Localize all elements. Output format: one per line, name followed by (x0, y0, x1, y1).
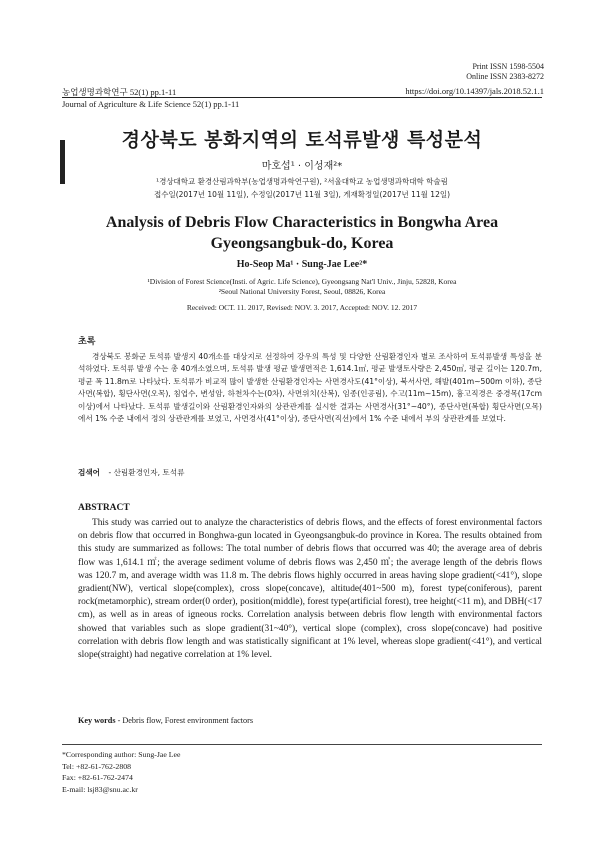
telephone: Tel: +82-61-762-2808 (62, 761, 132, 771)
affiliation-korean: ¹경상대학교 환경산림과학부(농업생명과학연구원), ²서울대학교 농업생명과학대학 학술림 (156, 177, 448, 186)
dates-korean: 접수일(2017년 10월 11일), 수정일(2017년 11월 3일), 게재확정일(2017년 11월 12일) (153, 190, 451, 199)
keywords-en (78, 716, 253, 725)
journal-en-header: Journal of Agriculture & Life Science 52(1) pp.1-11 (62, 99, 240, 109)
footnote-rule (62, 744, 542, 745)
header-rule (62, 97, 542, 98)
keywords-ko-label: 검색어 (78, 468, 101, 477)
affiliation-english-1: ¹Division of Forest Science(Insti. of Agric. Life Science), Gyeongsang Nat'l Univ., Jinju, 52828, Korea (147, 277, 457, 286)
footnote (62, 749, 180, 795)
online-issn: Online ISSN 2383-8272 (466, 72, 544, 81)
title-english-line-2: Gyeongsangbuk-do, Korea (210, 235, 394, 252)
journal-ko-header: 농업생명과학연구 52(1) pp.1-11 (62, 87, 177, 97)
keywords-ko (78, 467, 184, 478)
fax: Fax: +82-61-762-2474 (62, 773, 133, 782)
keywords-en-text: - Debris flow, Forest environment factors (117, 716, 254, 725)
print-issn: Print ISSN 1598-5504 (472, 62, 544, 71)
title-korean: 경상북도 봉화지역의 토석류발생 특성분석 (121, 129, 483, 151)
keywords-en-label: Key words (78, 716, 116, 725)
authors-english: Ho-Seop Ma¹ · Sung-Jae Lee²* (236, 259, 368, 270)
title-english-line-1: Analysis of Debris Flow Characteristics in Bongwha Area (105, 214, 499, 231)
affiliation-english-2: ²Seoul National University Forest, Seoul, 08826, Korea (218, 287, 386, 296)
doi-link[interactable]: https://doi.org/10.14397/jals.2018.52.1.1 (405, 86, 544, 96)
authors-korean: 마호섭¹ · 이성재²* (261, 161, 343, 172)
abstract-en-body (78, 517, 542, 662)
abstract-en-text: This study was carried out to analyze the characteristics of debris flows, and the effects of forest environmental factors on debris flow that occurred in Bonghwa-gun located in Gyeongsangbuk-do province in Korea. The results obtained from this study are summarized as follows: The total number of debris flows that occurred was 40; the average area of debris flow was 1,614.1 ㎡; the average sediment volume of debris flows was 2,450 ㎥; the average length of the debris flows was 120.7 m, and average width was 11.8 m. The debris flows highly occurred in areas having slope gradient(<41°), slope gradient(NW), vertical slope(complex), cross slope(concave), altitude(401~500 m), forest type(coniferous), parent rock(metamorphic), stream order(0 order), position(middle), forest type(artificial forest), tree height(<11 m), and DBH(<17 cm), as well as in areas of igneous rocks. Correlation analysis between debris flow length with environmental factors showed that variables such as slope gradient(31~40°), vertical slope (complex), cross slope(concave) had positive correlation with debris flow length and was statistically significant at 1% level, whereas slope gradient(<41°), and vertical slope(straight) had negative correlation at 1% level. (78, 518, 542, 661)
title-english (62, 212, 542, 254)
abstract-ko-text: 경상북도 봉화군 토석류 발생지 40개소를 대상지로 선정하여 강우의 특성 및 다양한 산림환경인자 별로 조사하여 토석류발생 특성을 분석하였다. 토석류 발생 수는 총 40개소였으며, 토석류 발생 평균 발생면적은 1,614.1㎡, 평균 발생토사량은 2,450㎥, 평균 길이는 120.7m, 평균 폭 11.8m로 나타났다. 토석류가 비교적 많이 발생한 산림환경인자는 사면경사도(41°이상), 북서사면, 해발(401m~500m 이하), 종단사면(복합), 횡단사면(오목), 침엽수, 변성암, 하천차수는(0차), 사면위치(산복), 임종(인공림), 수고(11m~15m), 흉고직경은 중경목(17cm 이상)에서 나타났다. 토석류 발생길이와 산림환경인자와의 상관관계를 실시한 결과는 사면경사(31°~40°), 종단사면(복합) 횡단사면(오목) 에서 1% 수준 내에서 정의 상관관계를 보였고, 사면경사(41°이상), 종단사면(직선)에서 1% 수준 내에서 부의 상관관계를 보였다. (78, 352, 542, 424)
corresponding-author: *Corresponding author: Sung-Jae Lee (62, 750, 181, 759)
issn-block (466, 62, 544, 82)
keywords-ko-text: - 산림환경인자, 토석류 (108, 468, 185, 477)
email[interactable]: E-mail: lsj83@snu.ac.kr (62, 784, 138, 794)
abstract-en-heading: ABSTRACT (78, 503, 130, 513)
received-dates: Received: OCT. 11. 2017, Revised: NOV. 3. 2017, Accepted: NOV. 12. 2017 (186, 303, 418, 312)
abstract-ko-heading: 초록 (78, 337, 96, 347)
abstract-ko-body (78, 351, 542, 425)
